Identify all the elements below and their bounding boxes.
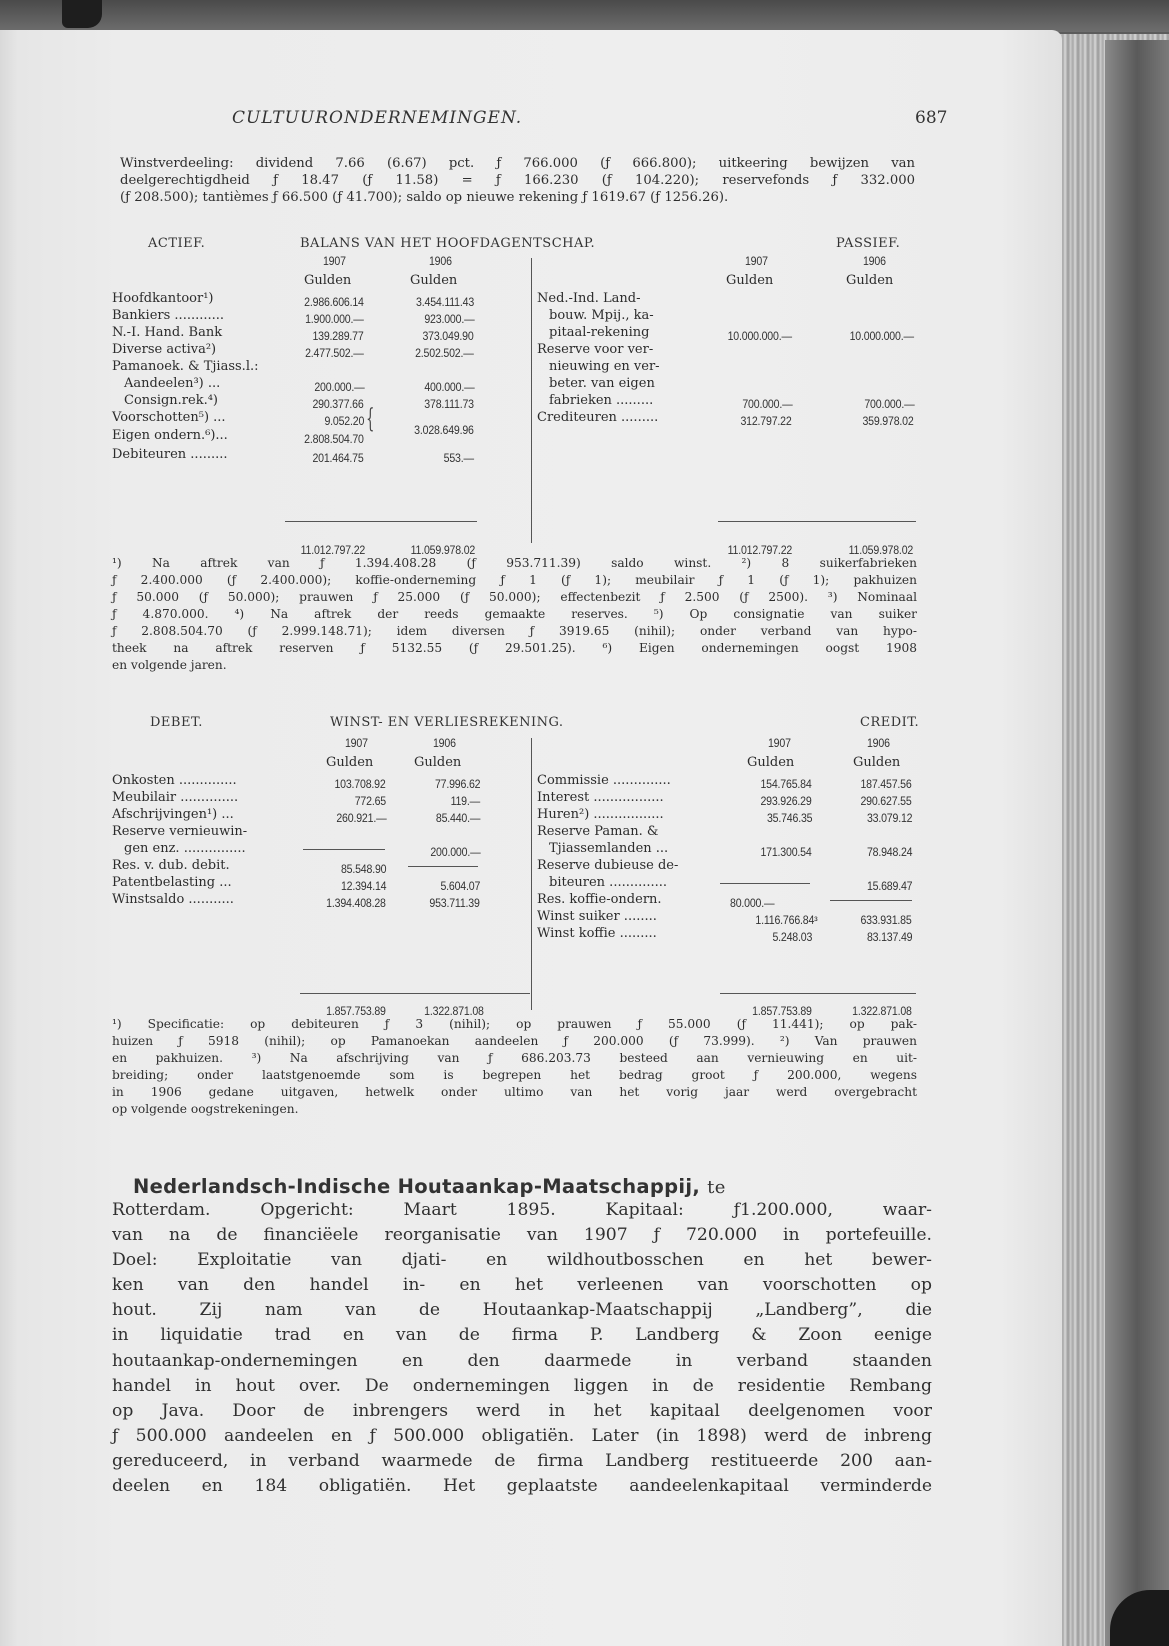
footnote-line: theek na aftrek reserven ƒ 5132.55 (ƒ 29.501.25). ⁶) Eigen ondernemingen oogst 1908 (112, 641, 917, 655)
value-1906: 78.948.24 (866, 847, 912, 859)
total-rule (300, 993, 530, 994)
footnote-line: en pakhuizen. ³) Na afschrijving van ƒ 686.203.73 besteed aan vernieuwing en uit- (112, 1051, 917, 1065)
text-line: deelen en 184 obligatiën. Het geplaatste aandeelenkapitaal verminderde (112, 1476, 932, 1497)
winst-debet-year-1906: 1906 (432, 738, 456, 750)
text-line: in liquidatie trad en van de firma P. Landberg & Zoon eenige (112, 1325, 932, 1346)
nil-dash (830, 900, 912, 901)
value-1906: 187.457.56 (860, 779, 912, 791)
value-1906: 290.627.55 (860, 796, 912, 808)
value-1907: 293.926.29 (760, 796, 812, 808)
value-1906: 85.440.— (435, 813, 480, 825)
text-line: Winstverdeeling: dividend 7.66 (6.67) pct. ƒ 766.000 (ƒ 666.800); uitkeering bewijzen van (120, 156, 915, 171)
row-label: Winstsaldo ........... (112, 892, 234, 907)
balans-total-1907-right: 11.012.797.22 (727, 545, 792, 557)
value-1906: 553.— (443, 453, 474, 465)
column-divider (531, 258, 532, 543)
row-label: Hoofdkantoor¹) (112, 291, 214, 306)
value-1907: 171.300.54 (760, 847, 812, 859)
table-row (112, 359, 259, 376)
winst-credit-unit-1906: Gulden (853, 755, 901, 770)
row-label: Res. koffie-ondern. (537, 892, 662, 907)
winst-credit-unit-1907: Gulden (747, 755, 795, 770)
row-label: Ned.-Ind. Land- (537, 291, 641, 306)
row-label: gen enz. ............... (124, 841, 246, 856)
balans-title: BALANS VAN HET HOOFDAGENTSCHAP. (300, 236, 596, 251)
text-line: op Java. Door de inbrengers werd in het kapitaal deelgenomen voor (112, 1400, 932, 1421)
value-1906: 633.931.85 (860, 915, 912, 927)
scan-thumb-shadow (62, 0, 102, 28)
balans-footnotes (112, 555, 917, 674)
balans-total-1906-left: 11.059.978.02 (410, 545, 475, 557)
value-1907: 1.116.766.84³ (755, 915, 818, 927)
row-label: Aandeelen³) ... (124, 376, 221, 391)
table-row (124, 393, 218, 410)
value-1906: 5.604.07 (440, 881, 480, 893)
row-label: nieuwing en ver- (549, 359, 660, 374)
balans-actief-unit-1907: Gulden (304, 273, 352, 288)
value-1907: 290.377.66 (312, 399, 364, 411)
text-line: Rotterdam. Opgericht: Maart 1895. Kapitaal: ƒ1.200.000, waar- (112, 1200, 932, 1220)
row-label: Reserve voor ver- (537, 342, 654, 357)
text-line: ƒ 500.000 aandeelen en ƒ 500.000 obligatiën. Later (in 1898) werd de inbreng (112, 1425, 932, 1446)
row-label: Diverse activa²) (112, 342, 217, 357)
winst-title: WINST- EN VERLIESREKENING. (330, 715, 564, 730)
winst-debet-year-1907: 1907 (344, 738, 368, 750)
table-row (124, 376, 220, 393)
value-1906: 700.000.— (863, 399, 914, 411)
value-1906: 373.049.90 (422, 331, 474, 343)
value-1907: 1.394.408.28 (326, 898, 386, 910)
balans-passief-year-1907: 1907 (744, 256, 768, 268)
value-1906: 359.978.02 (862, 416, 914, 428)
company-heading (133, 1175, 726, 1198)
value-1906: 2.502.502.— (415, 348, 474, 360)
page-number: 687 (915, 108, 948, 128)
footnote-line: ¹) Specificatie: op debiteuren ƒ 3 (nihil); op prauwen ƒ 55.000 (ƒ 11.441); op pak- (112, 1017, 917, 1031)
footnote-line: breiding; onder laatstgenoemde som is begrepen het bedrag groot ƒ 200.000, wegens (112, 1068, 917, 1082)
total-rule (285, 521, 477, 522)
scan-top-border (0, 0, 1169, 32)
row-label: Res. v. dub. debit. (112, 858, 230, 873)
balans-actief-year-1907: 1907 (322, 256, 346, 268)
book-spine-shadow (1105, 40, 1169, 1646)
brace-icon: { (366, 404, 375, 434)
value-1907: 35.746.35 (766, 813, 812, 825)
row-label: Debiteuren ......... (112, 447, 228, 462)
value-1906: 83.137.49 (866, 932, 912, 944)
value-1907: 9.052.20 (324, 416, 364, 428)
table-row (112, 447, 228, 464)
bracketed-value-1906: 3.028.649.96 (414, 425, 474, 437)
nil-dash (720, 883, 810, 884)
table-row (112, 308, 224, 325)
value-1907: 2.986.606.14 (304, 297, 364, 309)
text-line: ken van den handel in- en het verleenen van voorschotten op (112, 1275, 932, 1296)
row-label: Meubilair .............. (112, 790, 239, 805)
table-row (112, 342, 216, 359)
value-1906: 400.000.— (423, 382, 474, 394)
value-1907: 139.289.77 (312, 331, 364, 343)
row-label: Eigen ondern.⁶)... (112, 428, 228, 443)
row-label: Pamanoek. & Tjiass.l.: (112, 359, 259, 374)
winst-total-1906-right: 1.322.871.08 (852, 1006, 912, 1018)
row-label: Voorschotten⁵) ... (112, 410, 226, 425)
value-1907: 200.000.— (313, 382, 364, 394)
footnote-line: op volgende oogstrekeningen. (112, 1102, 299, 1116)
winst-footnotes (112, 1016, 917, 1118)
value-1906: 378.111.73 (424, 399, 474, 411)
footnote-line: ƒ 2.400.000 (ƒ 2.400.000); koffie-onderneming ƒ 1 (ƒ 1); meubilair ƒ 1 (ƒ 1); pakhuizen (112, 573, 917, 587)
row-label: beter. van eigen (549, 376, 655, 391)
company-name: Nederlandsch-Indische Houtaankap-Maatschappij, (133, 1175, 701, 1198)
row-label: Winst koffie ......... (537, 926, 657, 941)
balans-passief-unit-1907: Gulden (726, 273, 774, 288)
footnote-line: en volgende jaren. (112, 658, 227, 672)
footnote-line: in 1906 gedane uitgaven, hetwelk onder ultimo van het vorig jaar werd overgebracht (112, 1085, 917, 1099)
value-1907: 312.797.22 (740, 416, 792, 428)
value-1907: 2.808.504.70 (304, 434, 364, 446)
nil-dash (303, 849, 385, 850)
value-1906: 77.996.62 (434, 779, 480, 791)
balans-actief-year-1906: 1906 (428, 256, 452, 268)
row-label: Reserve vernieuwin- (112, 824, 248, 839)
running-head: CULTUURONDERNEMINGEN. (232, 108, 523, 128)
value-1907: 154.765.84 (760, 779, 812, 791)
value-1907: 10.000.000.— (727, 331, 792, 343)
text-line: handel in hout over. De ondernemingen liggen in de residentie Rembang (112, 1375, 932, 1396)
text-line: van na de financiëele reorganisatie van 1907 ƒ 720.000 in portefeuille. (112, 1225, 932, 1246)
value-1907: 260.921.— (335, 813, 386, 825)
row-label: pitaal-rekening (549, 325, 650, 340)
row-label: fabrieken ......... (549, 393, 654, 408)
total-rule (720, 993, 916, 994)
text-line: (ƒ 208.500); tantièmes ƒ 66.500 (ƒ 41.700); saldo op nieuwe rekening ƒ 1619.67 (ƒ 1256.26). (120, 190, 729, 205)
row-label: Crediteuren ......... (537, 410, 659, 425)
balans-total-1906-right: 11.059.978.02 (848, 545, 913, 557)
winst-credit-year-1907: 1907 (767, 738, 791, 750)
company-name-suffix: te (707, 1177, 726, 1198)
winstverdeeling-paragraph (120, 155, 915, 206)
row-label: Onkosten .............. (112, 773, 237, 788)
value-1906: 10.000.000.— (849, 331, 914, 343)
row-label: biteuren .............. (549, 875, 668, 890)
column-divider (531, 738, 532, 1010)
row-label: Tjiassemlanden ... (549, 841, 669, 856)
footnote-line: ƒ 2.808.504.70 (ƒ 2.999.148.71); idem diversen ƒ 3919.65 (nihil); onder verband van hypo- (112, 624, 917, 638)
balans-actief-unit-1906: Gulden (410, 273, 458, 288)
row-label: bouw. Mpij., ka- (549, 308, 654, 323)
footnote-line: ƒ 4.870.000. ⁴) Na aftrek der reeds gemaakte reserves. ⁵) Op consignatie van suiker (112, 607, 917, 621)
winst-credit-year-1906: 1906 (866, 738, 890, 750)
row-label: N.-I. Hand. Bank (112, 325, 223, 340)
row-label: Consign.rek.⁴) (124, 393, 219, 408)
value-1906: 3.454.111.43 (415, 297, 474, 309)
row-label: Winst suiker ........ (537, 909, 657, 924)
nil-dash (408, 866, 478, 867)
text-line: hout. Zij nam van de Houtaankap-Maatschappij „Landberg”, die (112, 1300, 932, 1321)
value-1907: 2.477.502.— (305, 348, 364, 360)
value-1907: 5.248.03 (772, 932, 812, 944)
value-1907: 201.464.75 (312, 453, 364, 465)
value-1906: 953.711.39 (429, 898, 480, 910)
winst-debet-unit-1907: Gulden (326, 755, 374, 770)
company-description (112, 1198, 932, 1499)
table-row (112, 410, 226, 427)
winst-debet-label: DEBET. (150, 715, 203, 730)
value-1906: 200.000.— (429, 847, 480, 859)
row-label: Bankiers ............ (112, 308, 225, 323)
value-1907: 12.394.14 (340, 881, 386, 893)
row-label: Patentbelasting ... (112, 875, 232, 890)
text-line: gereduceerd, in verband waarmede de firma Landberg restitueerde 200 aan- (112, 1450, 932, 1471)
balans-passief-year-1906: 1906 (862, 256, 886, 268)
row-label: Commissie .............. (537, 773, 671, 788)
value-1907: 700.000.— (741, 399, 792, 411)
winst-total-1907-right: 1.857.753.89 (752, 1006, 812, 1018)
value-1907: 85.548.90 (340, 864, 386, 876)
row-label: Reserve dubieuse de- (537, 858, 679, 873)
text-line: deelgerechtigdheid ƒ 18.47 (ƒ 11.58) = ƒ 166.230 (ƒ 104.220); reservefonds ƒ 332.000 (120, 173, 915, 188)
row-label: Interest ................. (537, 790, 664, 805)
balans-passief-label: PASSIEF. (836, 236, 901, 251)
footnote-line: huizen ƒ 5918 (nihil); op Pamanoekan aandeelen ƒ 200.000 (ƒ 73.999). ²) Van prauwen (112, 1034, 917, 1048)
table-row (112, 428, 228, 445)
text-line: Doel: Exploitatie van djati- en wildhoutbosschen en het bewer- (112, 1250, 932, 1271)
value-1907: 772.65 (354, 796, 386, 808)
value-1907: 103.708.92 (334, 779, 386, 791)
winst-total-1906-left: 1.322.871.08 (424, 1006, 484, 1018)
table-row (112, 325, 222, 342)
balans-total-1907-left: 11.012.797.22 (300, 545, 365, 557)
winst-debet-unit-1906: Gulden (414, 755, 462, 770)
total-rule (718, 521, 916, 522)
value-1906: 923.000.— (423, 314, 474, 326)
footnote-line: ƒ 50.000 (ƒ 50.000); prauwen ƒ 25.000 (ƒ 50.000); effectenbezit ƒ 2.500 (ƒ 2500). ³) Nominaal (112, 590, 917, 604)
table-row (112, 291, 214, 308)
text-line: houtaankap-ondernemingen en den daarmede in verband staanden (112, 1350, 932, 1371)
value-1906: 15.689.47 (866, 881, 912, 893)
value-1906: 119.— (450, 796, 480, 808)
balans-passief-unit-1906: Gulden (846, 273, 894, 288)
row-label: Huren²) ................. (537, 807, 664, 822)
winst-credit-label: CREDIT. (860, 715, 920, 730)
balans-actief-label: ACTIEF. (148, 236, 206, 251)
row-label: Reserve Paman. & (537, 824, 659, 839)
value-1906: 33.079.12 (866, 813, 912, 825)
footnote-line: ¹) Na aftrek van ƒ 1.394.408.28 (ƒ 953.711.39) saldo winst. ²) 8 suikerfabrieken (112, 556, 917, 570)
value-1907: 80.000.— (730, 898, 775, 910)
winst-total-1907-left: 1.857.753.89 (326, 1006, 386, 1018)
row-label: Afschrijvingen¹) ... (112, 807, 234, 822)
value-1907: 1.900.000.— (305, 314, 364, 326)
